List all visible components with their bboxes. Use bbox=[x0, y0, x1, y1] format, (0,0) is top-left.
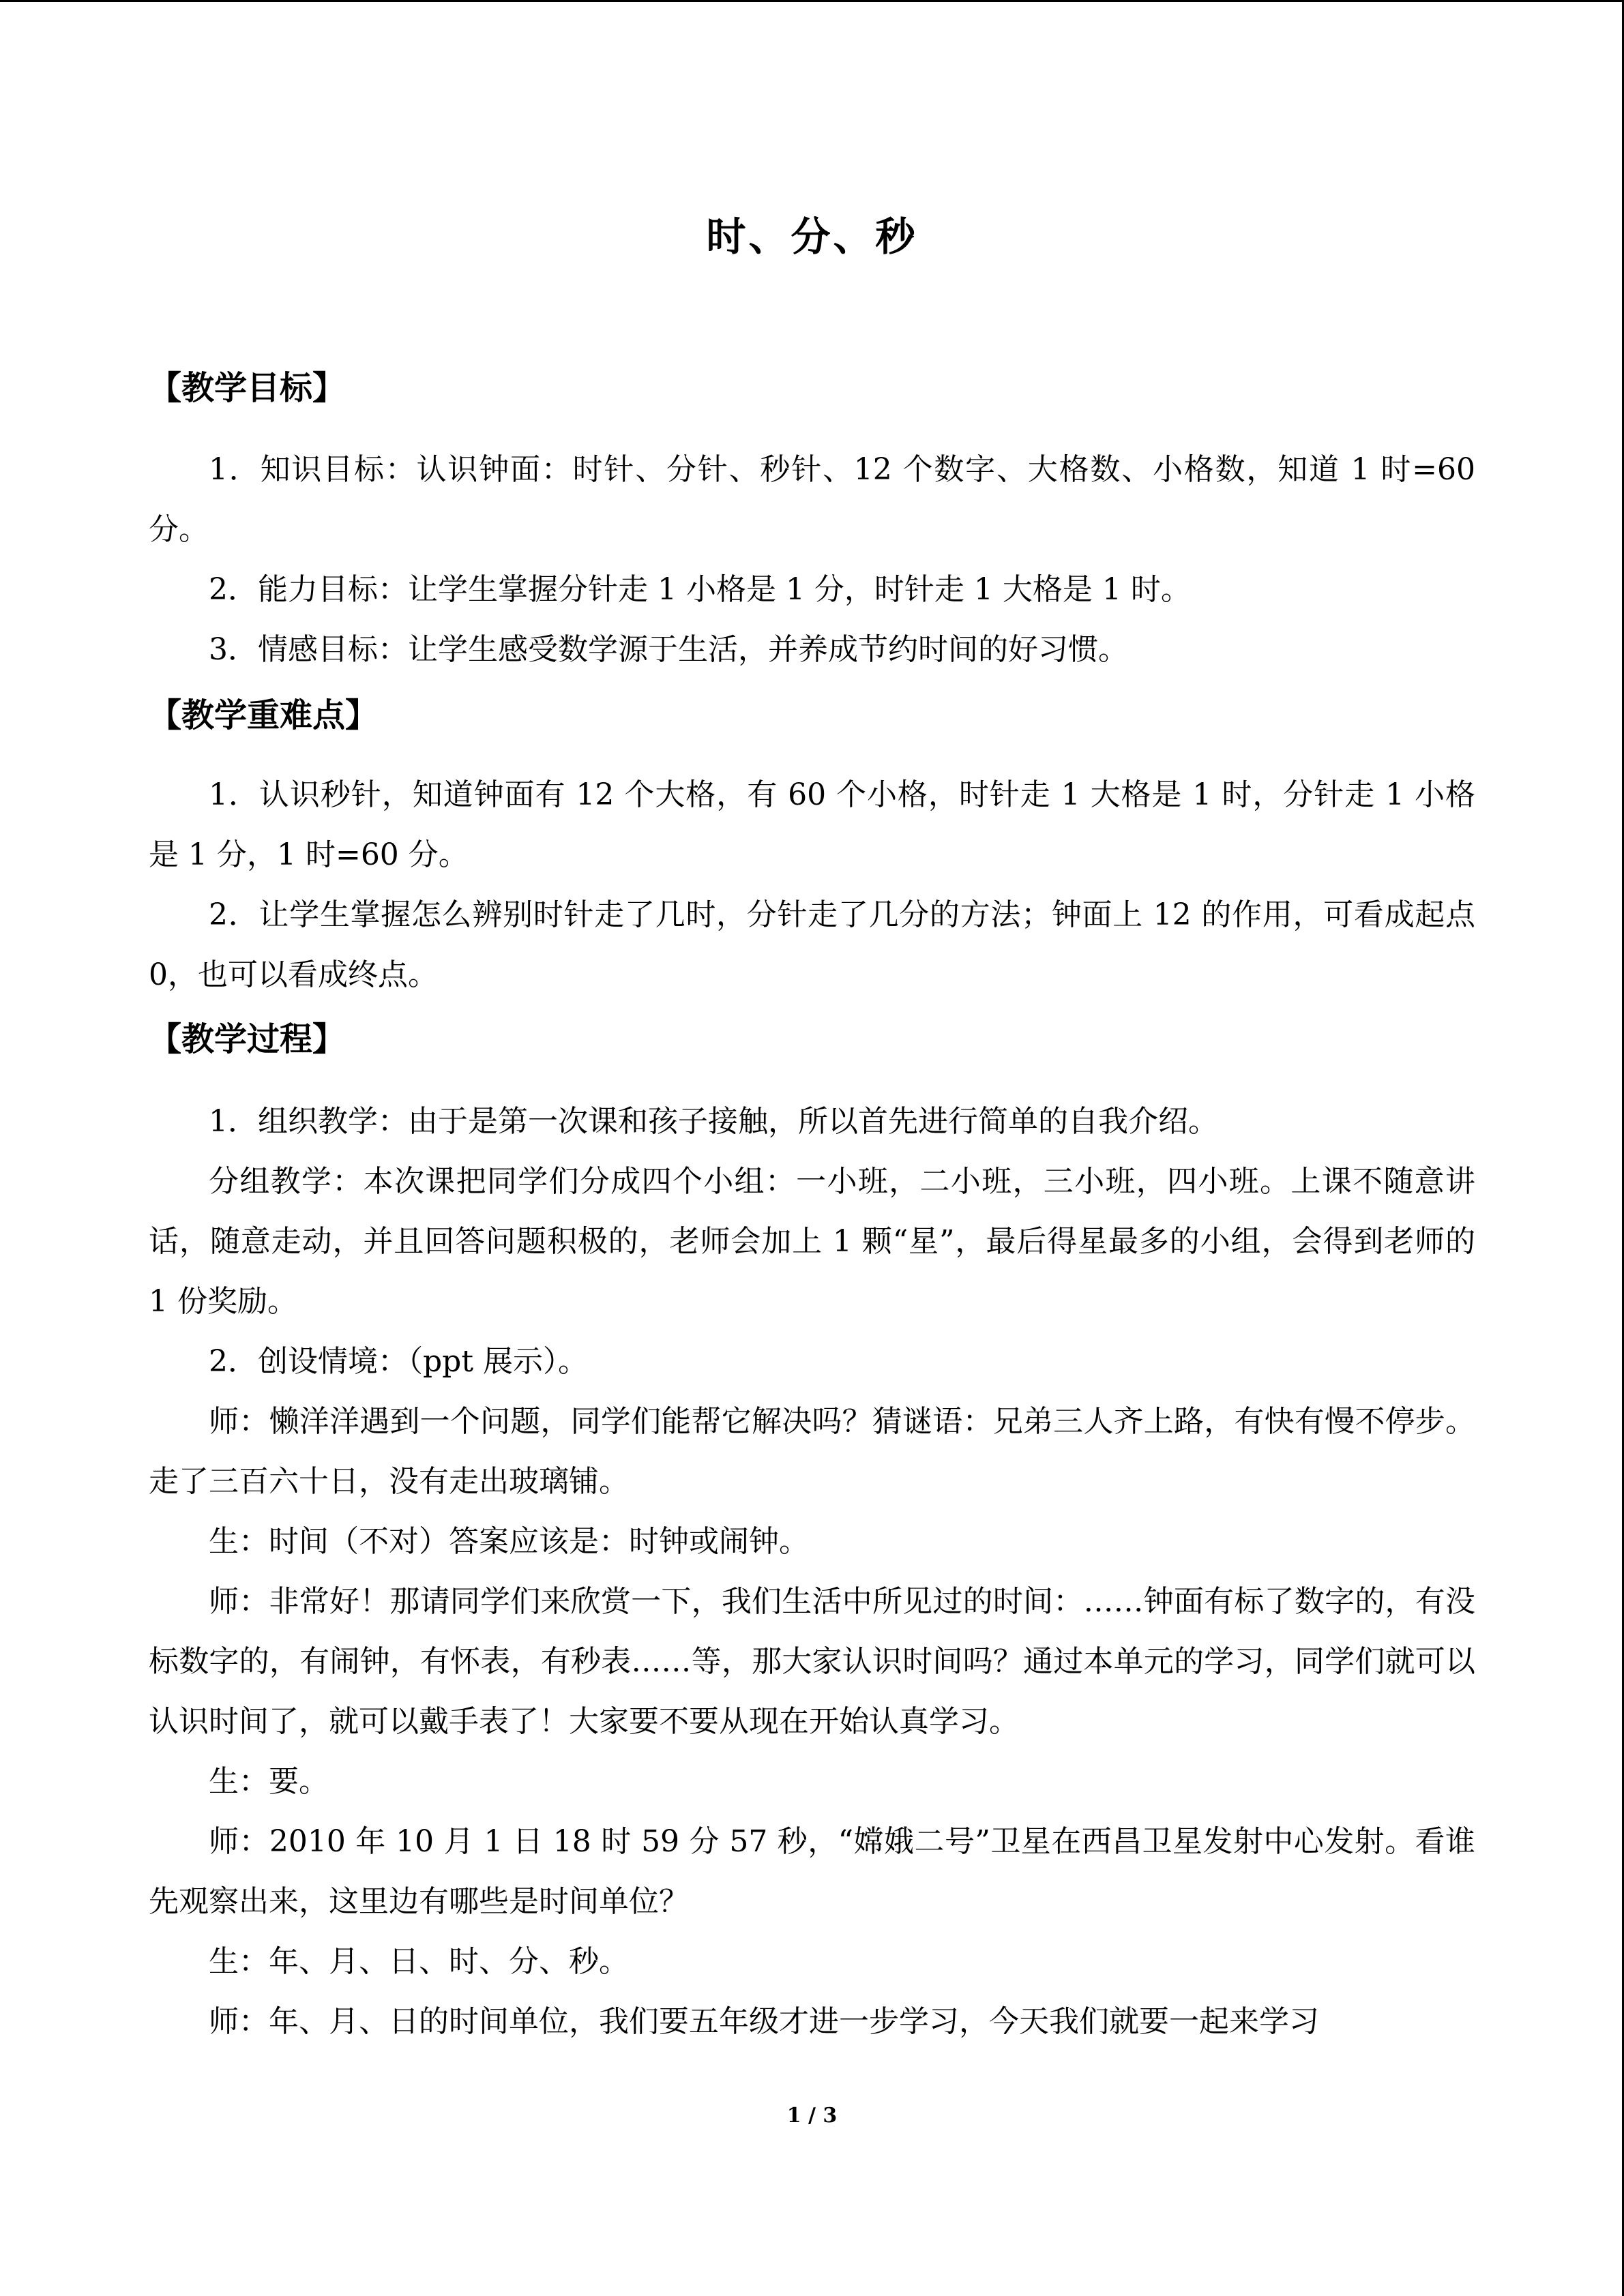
process-item: 师：懒洋洋遇到一个问题，同学们能帮它解决吗？猜谜语：兄弟三人齐上路，有快有慢不停步。走了三百六十日，没有走出玻璃铺。 bbox=[149, 1404, 1475, 1499]
process-item: 2．创设情境：（ppt 展示）。 bbox=[209, 1344, 588, 1379]
goal-item: 1．知识目标：认识钟面：时针、分针、秒针、12 个数字、大格数、小格数，知道 1 时=60 分。 bbox=[149, 452, 1475, 547]
goal-item: 3．情感目标：让学生感受数学源于生活，并养成节约时间的好习惯。 bbox=[209, 632, 1128, 667]
goals-heading: 【教学目标】 bbox=[149, 369, 346, 407]
goal-item: 2．能力目标：让学生掌握分针走 1 小格是 1 分，时针走 1 大格是 1 时。 bbox=[209, 572, 1191, 607]
keypoint-item: 2．让学生掌握怎么辨别时针走了几时，分针走了几分的方法；钟面上 12 的作用，可看成起点 0，也可以看成终点。 bbox=[149, 897, 1475, 992]
keypoint-item: 1．认识秒针，知道钟面有 12 个大格，有 60 个小格，时针走 1 大格是 1 时，分针走 1 小格是 1 分，1 时=60 分。 bbox=[149, 777, 1475, 872]
process-item: 1．组织教学：由于是第一次课和孩子接触，所以首先进行简单的自我介绍。 bbox=[209, 1104, 1218, 1139]
process-item: 分组教学：本次课把同学们分成四个小组：一小班，二小班，三小班，四小班。上课不随意讲话，随意走动，并且回答问题积极的，老师会加上 1 颗“星”，最后得星最多的小组，会得到老师的 1 份奖励。 bbox=[149, 1164, 1475, 1319]
process-item: 师：年、月、日的时间单位，我们要五年级才进一步学习，今天我们就要一起来学习 bbox=[209, 2004, 1319, 2039]
document-page bbox=[149, 0, 1475, 2296]
process-item: 师：2010 年 10 月 1 日 18 时 59 分 57 秒，“嫦娥二号”卫星在西昌卫星发射中心发射。看谁先观察出来，这里边有哪些是时间单位？ bbox=[149, 1824, 1475, 1919]
process-item: 生：要。 bbox=[209, 1764, 329, 1799]
page-title: 时、分、秒 bbox=[706, 213, 918, 260]
process-item: 师：非常好！那请同学们来欣赏一下，我们生活中所见过的时间：……钟面有标了数字的，有没标数字的，有闹钟，有怀表，有秒表……等，那大家认识时间吗？通过本单元的学习，同学们就可以认识时间了，就可以戴手表了！大家要不要从现在开始认真学习。 bbox=[149, 1584, 1475, 1739]
process-item: 生：年、月、日、时、分、秒。 bbox=[209, 1944, 629, 1979]
process-item: 生：时间（不对）答案应该是：时钟或闹钟。 bbox=[209, 1524, 809, 1559]
page-number: 1 / 3 bbox=[786, 2104, 838, 2128]
keypoints-heading: 【教学重难点】 bbox=[149, 696, 379, 734]
process-heading: 【教学过程】 bbox=[149, 1020, 346, 1058]
